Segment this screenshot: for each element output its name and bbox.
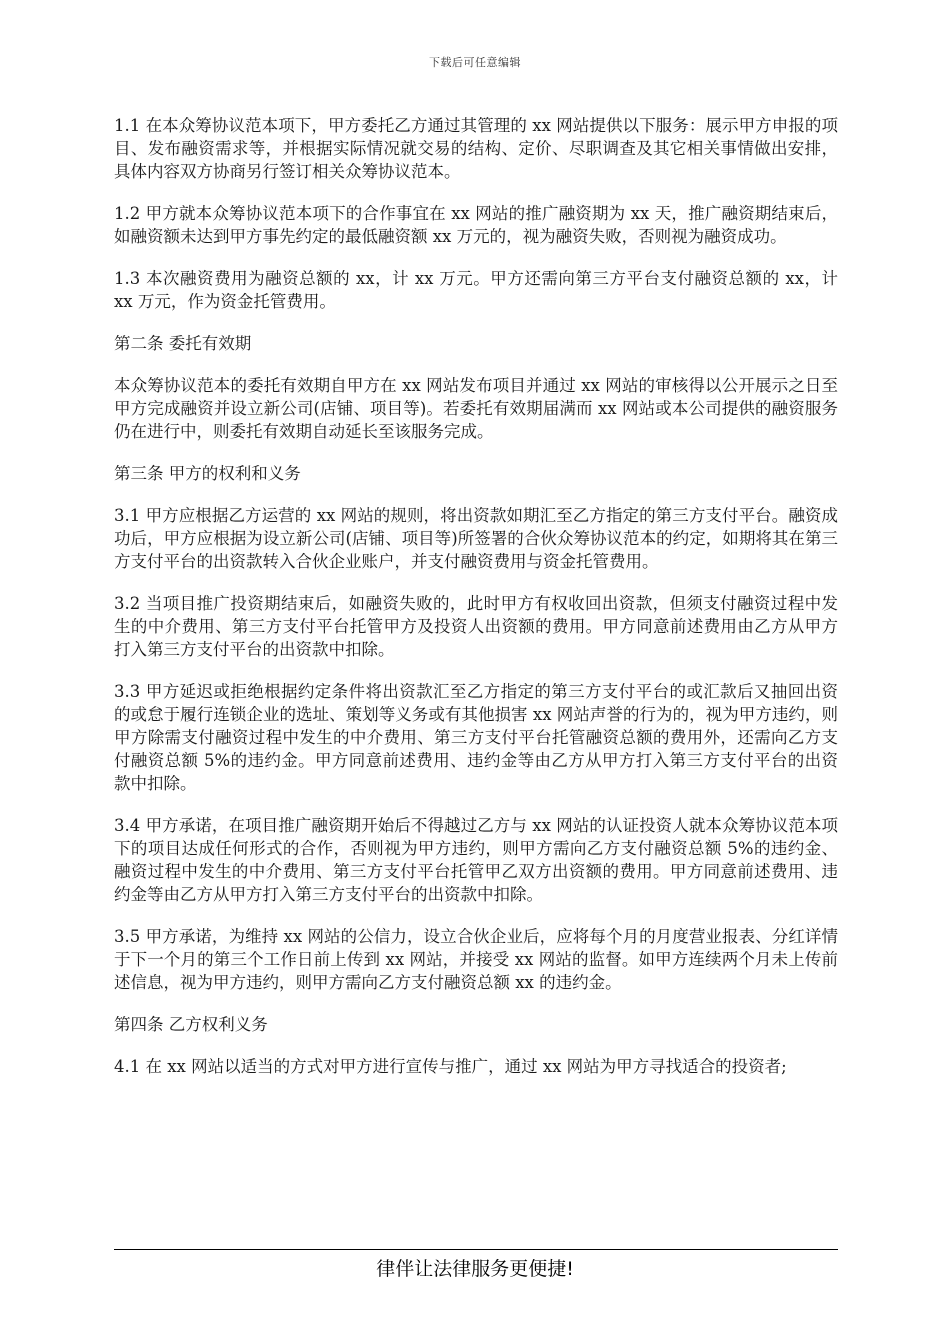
clause-1-3: 1.3 本次融资费用为融资总额的 xx，计 xx 万元。甲方还需向第三方平台支付融资总额的 xx，计 xx 万元，作为资金托管费用。 <box>114 269 838 311</box>
article-2-heading: 第二条 委托有效期 <box>114 334 252 353</box>
article-2-body: 本众筹协议范本的委托有效期自甲方在 xx 网站发布项目并通过 xx 网站的审核得以公开展示之日至甲方完成融资并设立新公司(店铺、项目等)。若委托有效期届满而 xx 网站或本公司提供的融资服务仍在进行中，则委托有效期自动延长至该服务完成。 <box>114 376 838 441</box>
header-note: 下载后可任意编辑 <box>429 56 521 69</box>
clause-4-1: 4.1 在 xx 网站以适当的方式对甲方进行宣传与推广，通过 xx 网站为甲方寻找适合的投资者; <box>114 1057 787 1076</box>
footer-divider <box>114 1249 838 1250</box>
clause-3-2: 3.2 当项目推广投资期结束后，如融资失败的，此时甲方有权收回出资款，但须支付融资过程中发生的中介费用、第三方支付平台托管甲方及投资人出资额的费用。甲方同意前述费用由乙方从甲方打入第三方支付平台的出资款中扣除。 <box>114 594 838 659</box>
clause-1-1: 1.1 在本众筹协议范本项下，甲方委托乙方通过其管理的 xx 网站提供以下服务：展示甲方申报的项目、发布融资需求等，并根据实际情况就交易的结构、定价、尽职调查及其它相关事情做出安排，具体内容双方协商另行签订相关众筹协议范本。 <box>114 116 838 181</box>
clause-1-2: 1.2 甲方就本众筹协议范本项下的合作事宜在 xx 网站的推广融资期为 xx 天，推广融资期结束后，如融资额未达到甲方事先约定的最低融资额 xx 万元的，视为融资失败，否则视为融资成功。 <box>114 204 838 246</box>
document-body <box>114 114 838 1097</box>
clause-3-1: 3.1 甲方应根据乙方运营的 xx 网站的规则，将出资款如期汇至乙方指定的第三方支付平台。融资成功后，甲方应根据为设立新公司(店铺、项目等)所签署的合伙众筹协议范本的约定，如期将其在第三方支付平台的出资款转入合伙企业账户，并支付融资费用与资金托管费用。 <box>114 506 838 571</box>
article-4-heading: 第四条 乙方权利义务 <box>114 1015 268 1034</box>
clause-3-3: 3.3 甲方延迟或拒绝根据约定条件将出资款汇至乙方指定的第三方支付平台的或汇款后又抽回出资的或怠于履行连锁企业的选址、策划等义务或有其他损害 xx 网站声誉的行为的，视为甲方违约，则甲方除需支付融资过程中发生的中介费用、第三方支付平台托管融资总额的费用外，还需向乙方支付融资总额 5%的违约金。甲方同意前述费用、违约金等由乙方从甲方打入第三方支付平台的出资款中扣除。 <box>114 682 838 793</box>
article-3-heading: 第三条 甲方的权利和义务 <box>114 464 301 483</box>
clause-3-5: 3.5 甲方承诺，为维持 xx 网站的公信力，设立合伙企业后，应将每个月的月度营业报表、分红详情于下一个月的第三个工作日前上传到 xx 网站，并接受 xx 网站的监督。如甲方连续两个月未上传前述信息，视为甲方违约，则甲方需向乙方支付融资总额 xx 的违约金。 <box>114 927 838 992</box>
clause-3-4: 3.4 甲方承诺，在项目推广融资期开始后不得越过乙方与 xx 网站的认证投资人就本众筹协议范本项下的项目达成任何形式的合作，否则视为甲方违约，则甲方需向乙方支付融资总额 5%的违约金、融资过程中发生的中介费用、第三方支付平台托管甲乙双方出资额的费用。甲方同意前述费用、违约金等由乙方从甲方打入第三方支付平台的出资款中扣除。 <box>114 816 838 904</box>
footer-slogan: 律伴让法律服务更便捷! <box>376 1258 574 1280</box>
